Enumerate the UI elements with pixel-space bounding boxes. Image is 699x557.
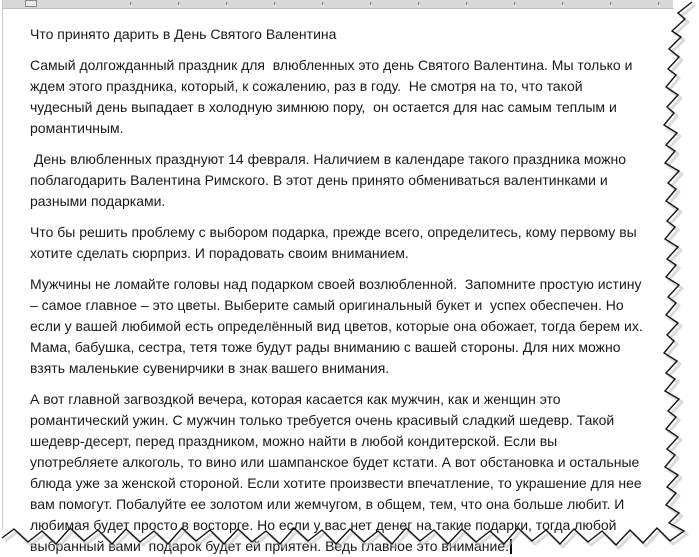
paragraph-text: Что бы решить проблему с выбором подарка, прежде всего, определитесь, кому первому вы хотите сделать сюрприз. И порадовать своим вниманием. [30,224,641,261]
ruler-tick [370,2,371,5]
paragraph-4[interactable] [30,274,647,379]
ruler-tick [418,2,419,5]
ruler-tick [178,2,179,5]
ruler-tick [514,2,515,5]
document-title[interactable]: Что принято дарить в День Святого Валентина [30,26,337,42]
ruler-tick [226,2,227,5]
paragraph-1[interactable] [30,55,644,139]
paragraph-2[interactable] [30,149,644,212]
paragraph-text: Мужчины не ломайте головы над подарком своей возлюбленной. Запомните простую истину – самое главное – это цветы. Выберите самый оригинальный букет и успех обеспечен. Но если у вашей любимой есть определённый вид цветов, которые она обожает, тогда берем их. Мама, бабушка, сестра, тетя тоже будут рады вниманию с вашей стороны. Для них можно взять маленькие сувенирчики в знак вашего внимания. [30,276,647,376]
ruler-tick [658,2,659,5]
paragraph-5[interactable] [30,389,644,557]
ruler-tick [130,2,131,5]
paragraph-text: День влюбленных празднуют 14 февраля. Наличием в календаре такого праздника можно поблагодарить Валентина Римского. В этот день принято обмениваться валентинками и разными подарками. [30,151,630,209]
document-body[interactable] [30,24,647,557]
text-cursor [510,539,512,554]
paragraph-3[interactable] [30,222,644,264]
ruler[interactable] [3,0,673,9]
ruler-tick [322,2,323,5]
paragraph-text: Самый долгожданный праздник для влюбленных это день Святого Валентина. Мы только и ждем этого праздника, который, к сожалению, раз в году. Не смотря на то, что такой чудесный день выпадает в холодную зимнюю пору, он остается для нас самым теплым и романтичным. [30,57,637,136]
ruler-tick [274,2,275,5]
paragraph-text: А вот главной загвоздкой вечера, которая касается как мужчин, как и женщин это романтический ужин. С мужчин только требуется очень красивый сладкий шедевр. Такой шедевр-десерт, перед праздником, можно найти в любой кондитерской. Если вы употребляете алкоголь, то вино или шампанское будет кстати. А вот обстановка и остальные блюда уже за женской стороной. Если хотите произвести впечатление, то украшение для нее вам помогут. Побалуйте ее золотом или жемчугом, в общем, тем, что она больше любит. И любимая будет просто в восторге. Но если у вас нет денег на такие подарки, тогда любой выбранный вами подарок будет ей приятен. Ведь главное это внимание. [30,391,646,554]
page-left-border [2,0,3,530]
ruler-tick [466,2,467,5]
ruler-tick [610,2,611,5]
ruler-tick [562,2,563,5]
indent-marker[interactable] [25,0,37,7]
